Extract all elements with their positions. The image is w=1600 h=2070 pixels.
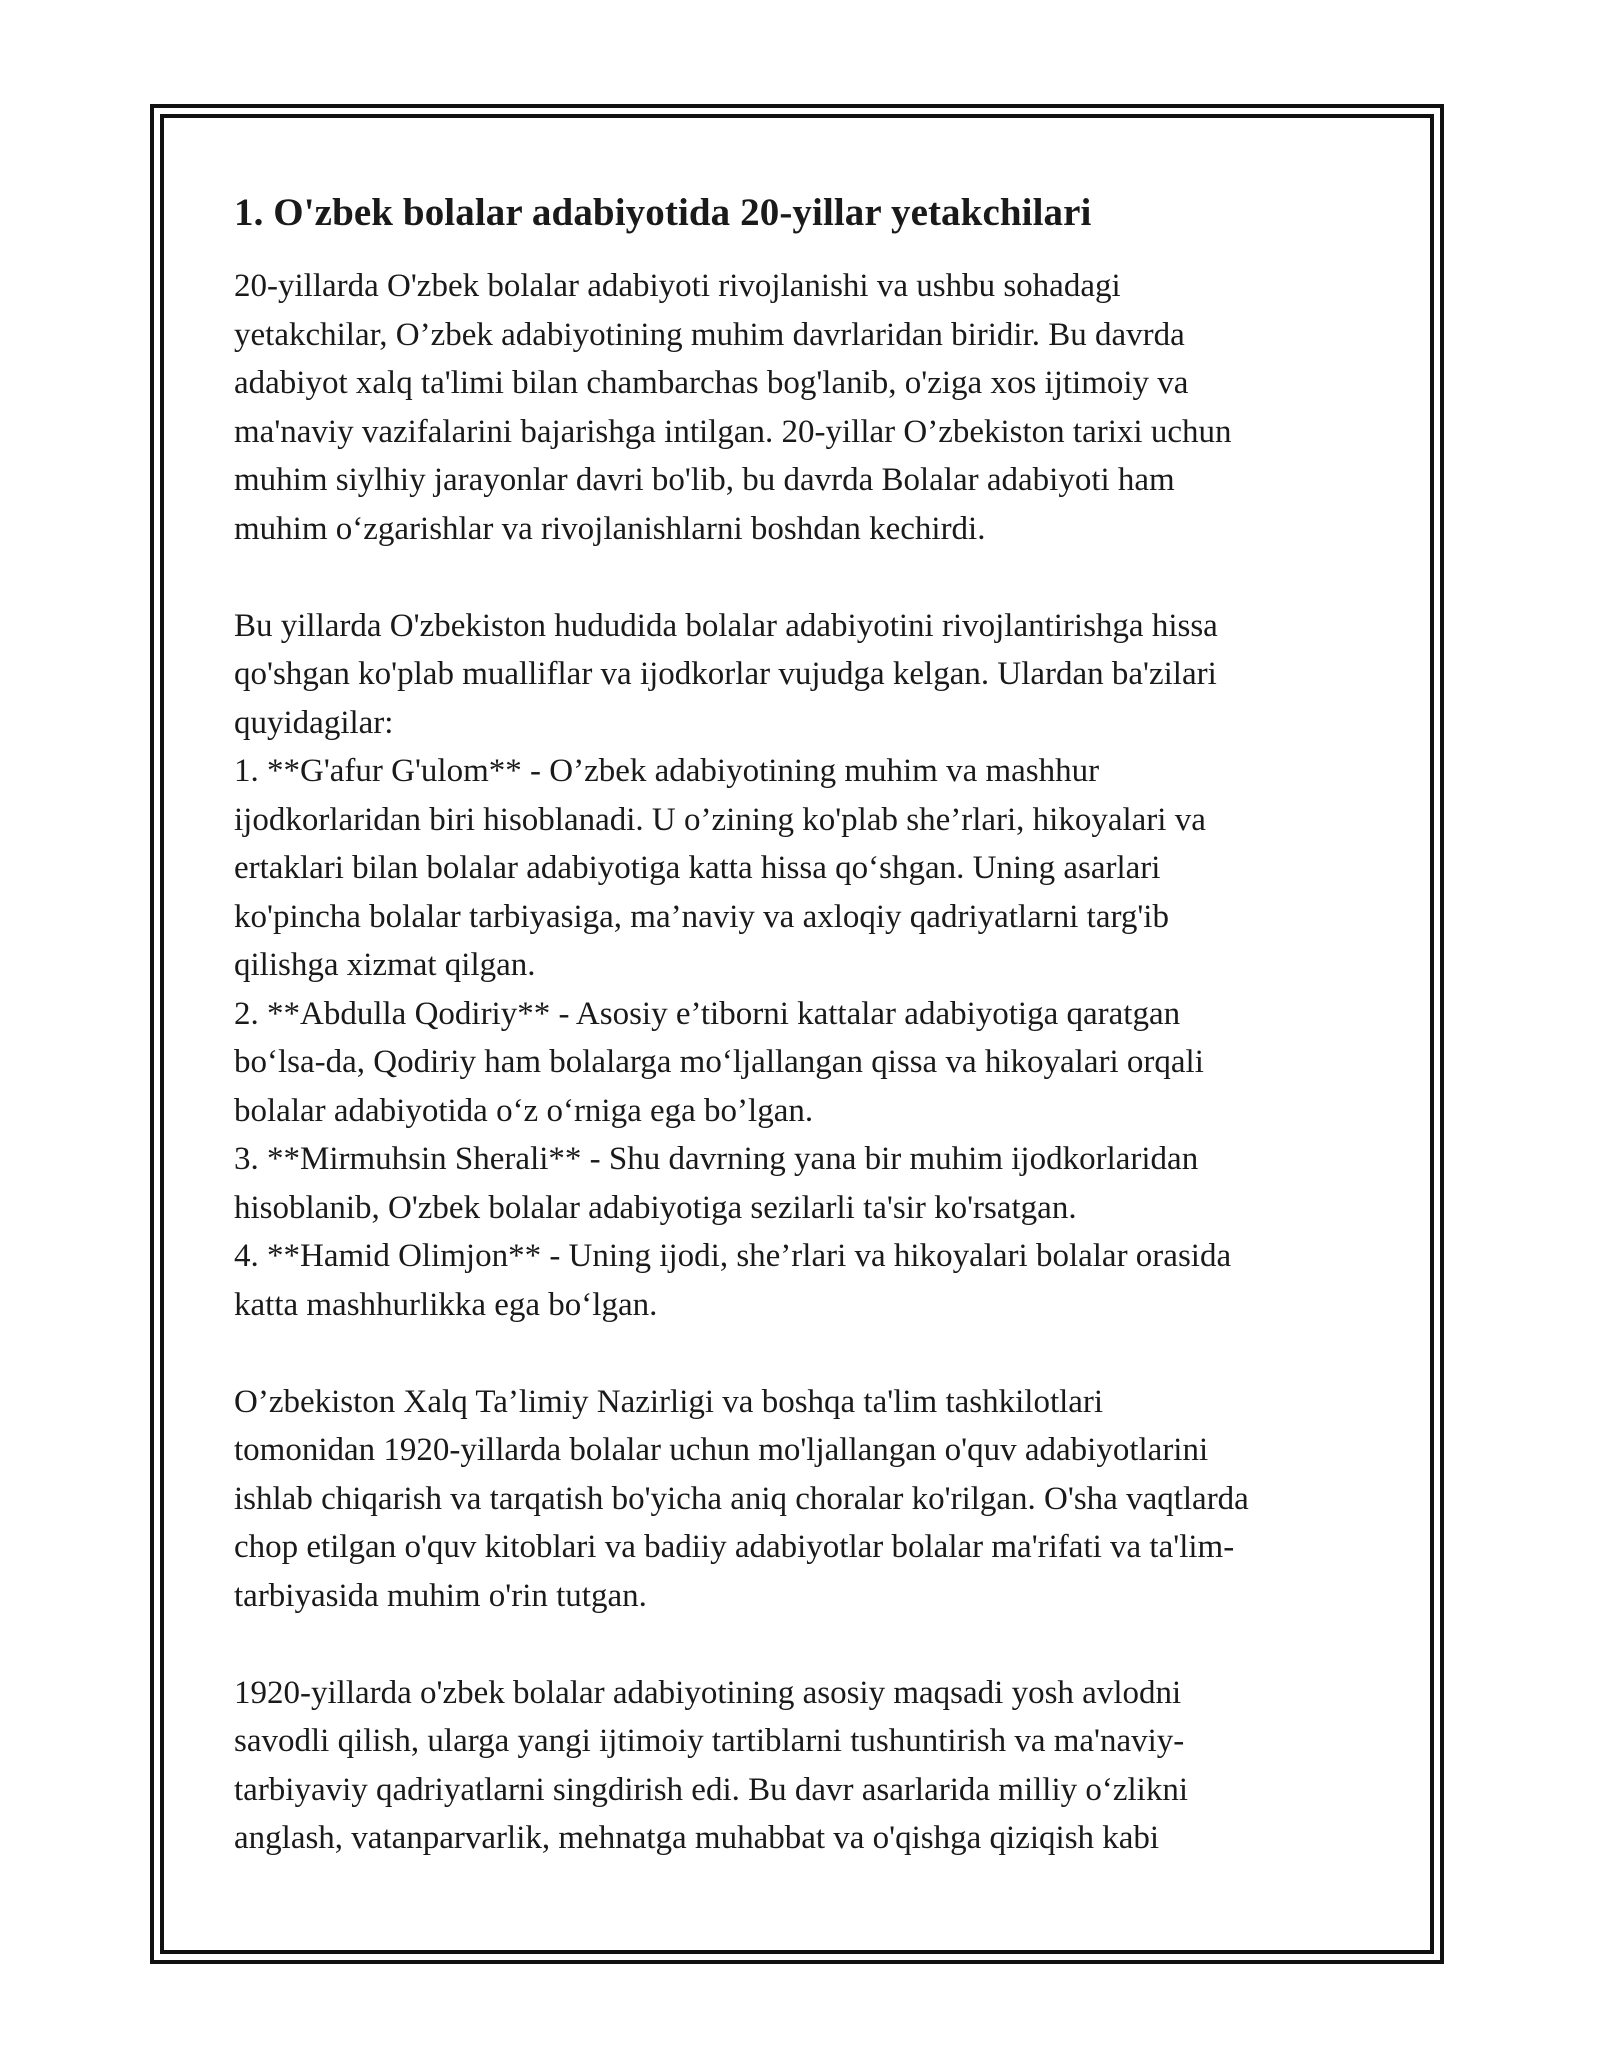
text-line: yetakchilar, O’zbek adabiyotining muhim davrlaridan biridir. Bu davrda [234, 316, 1185, 353]
text-line: ertaklari bilan bolalar adabiyotiga katta hissa qo‘shgan. Uning asarlari [234, 850, 1161, 886]
text-line: 1920-yillarda o'zbek bolalar adabiyotining asosiy maqsadi yosh avlodni [234, 1674, 1182, 1711]
text-line: savodli qilish, ularga yangi ijtimoiy tartiblarni tushuntirish va ma'naviy- [234, 1723, 1185, 1759]
text-line: ijodkorlaridan biri hisoblanadi. U o’zining ko'plab she’rlari, hikoyalari va [234, 801, 1206, 838]
paragraph [234, 1378, 1364, 1621]
paragraph [234, 1669, 1364, 1863]
text-line: ma'naviy vazifalarini bajarishga intilgan. 20-yillar O’zbekiston tarixi uchun [234, 413, 1232, 450]
text-line: muhim siylhiy jarayonlar davri bo'lib, bu davrda Bolalar adabiyoti ham [234, 462, 1175, 498]
document-body [234, 188, 1364, 1911]
text-line: tarbiyasida muhim o'rin tutgan. [234, 1577, 647, 1614]
text-line: quyidagilar: [234, 704, 394, 741]
text-line: chop etilgan o'quv kitoblari va badiiy adabiyotlar bolalar ma'rifati va ta'lim- [234, 1529, 1235, 1565]
text-line: 4. **Hamid Olimjon** - Uning ijodi, she’rlari va hikoyalari bolalar orasida [234, 1238, 1232, 1274]
text-line: katta mashhurlikka ega bo‘lgan. [234, 1286, 658, 1323]
text-line: ko'pincha bolalar tarbiyasiga, ma’naviy va axloqiy qadriyatlarni targ'ib [234, 898, 1169, 935]
paragraph-list [234, 262, 1364, 1863]
text-line: bolalar adabiyotida o‘z o‘rniga ega bo’lgan. [234, 1092, 814, 1129]
text-line: bo‘lsa-da, Qodiriy ham bolalarga mo‘ljallangan qissa va hikoyalari orqali [234, 1044, 1204, 1080]
text-line: O’zbekiston Xalq Ta’limiy Nazirligi va boshqa ta'lim tashkilotlari [234, 1383, 1104, 1420]
text-line: ishlab chiqarish va tarqatish bo'yicha aniq choralar ko'rilgan. O'sha vaqtlarda [234, 1480, 1249, 1517]
document-title: 1. O'zbek bolalar adabiyotida 20-yillar yetakchilari [234, 191, 1092, 234]
text-line: 3. **Mirmuhsin Sherali** - Shu davrning yana bir muhim ijodkorlaridan [234, 1141, 1199, 1177]
text-line: Bu yillarda O'zbekiston hududida bolalar adabiyotini rivojlantirishga hissa [234, 607, 1218, 644]
text-line: qo'shgan ko'plab mualliflar va ijodkorlar vujudga kelgan. Ulardan ba'zilari [234, 656, 1217, 692]
paragraph [234, 262, 1364, 553]
text-line: 20-yillarda O'zbek bolalar adabiyoti rivojlanishi va ushbu sohadagi [234, 268, 1121, 304]
text-line: anglash, vatanparvarlik, mehnatga muhabbat va o'qishga qiziqish kabi [234, 1820, 1160, 1856]
text-line: 1. **G'afur G'ulom** - O’zbek adabiyotining muhim va mashhur [234, 753, 1100, 789]
text-line: muhim o‘zgarishlar va rivojlanishlarni boshdan kechirdi. [234, 510, 986, 547]
text-line: tomonidan 1920-yillarda bolalar uchun mo'ljallangan o'quv adabiyotlarini [234, 1432, 1209, 1468]
text-line: 2. **Abdulla Qodiriy** - Asosiy e’tiborni kattalar adabiyotiga qaratgan [234, 995, 1181, 1032]
paragraph [234, 602, 1364, 1330]
text-line: qilishga xizmat qilgan. [234, 947, 536, 983]
text-line: hisoblanib, O'zbek bolalar adabiyotiga sezilarli ta'sir ko'rsatgan. [234, 1189, 1077, 1226]
text-line: tarbiyaviy qadriyatlarni singdirish edi. Bu davr asarlarida milliy o‘zlikni [234, 1771, 1189, 1808]
text-line: adabiyot xalq ta'limi bilan chambarchas bog'lanib, o'ziga xos ijtimoiy va [234, 365, 1189, 401]
